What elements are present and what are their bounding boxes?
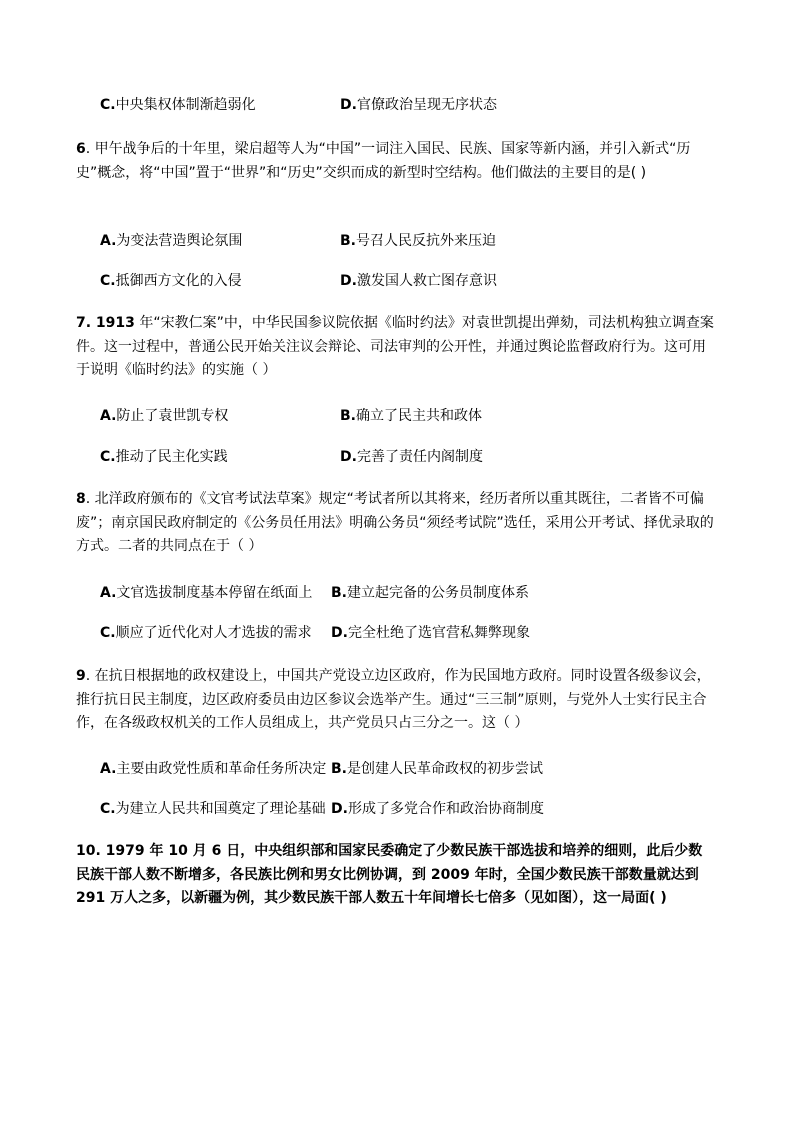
q6-option-d[interactable] [340, 271, 497, 291]
option-text: 完善了责任内阁制度 [356, 449, 483, 465]
option-letter: B. [340, 408, 356, 424]
question-7 [76, 312, 716, 383]
question-number: 8 [76, 491, 86, 507]
option-text: 顺应了近代化对人才选拔的需求 [115, 625, 312, 641]
question-10 [76, 840, 716, 911]
option-letter: A. [100, 408, 117, 424]
option-letter: D. [340, 97, 357, 113]
question-stem: . 在抗日根据地的政权建设上，中国共产党设立边区政府，作为民国地方政府。同时设置各级参议会，推行抗日民主制度，边区政府委员由边区参议会选举产生。通过“三三制”原则，与党外人士实行民主合作，在各级政权机关的工作人员组成上，共产党员只占三分之一。这（ ） [76, 668, 711, 731]
option-letter: B. [331, 761, 347, 777]
option-letter: D. [340, 449, 357, 465]
option-letter: C. [100, 273, 116, 289]
q8-option-c[interactable] [100, 623, 312, 643]
question-number: 7. 1913 [76, 315, 135, 331]
q9-option-a[interactable] [100, 759, 326, 779]
option-text: 防止了袁世凯专权 [116, 408, 229, 424]
q7-option-c[interactable] [100, 447, 228, 467]
option-text: 为变法营造舆论氛围 [116, 233, 243, 249]
option-text: 中央集权体制渐趋弱化 [115, 97, 256, 113]
option-letter: C. [100, 625, 116, 641]
q8-option-d[interactable] [331, 623, 530, 643]
question-stem: . 甲午战争后的十年里，梁启超等人为“中国”一词注入国民、民族、国家等新内涵，并引入新式“历史”概念，将“中国”置于“世界”和“历史”交织而成的新型时空结构。他们做法的主要目的是( ) [76, 141, 691, 181]
option-letter: A. [100, 233, 117, 249]
option-letter: D. [331, 625, 348, 641]
option-letter: C. [100, 97, 116, 113]
option-letter: A. [100, 585, 117, 601]
option-text: 抵御西方文化的入侵 [115, 273, 242, 289]
q8-option-a[interactable] [100, 583, 312, 603]
option-text: 确立了民主共和政体 [356, 408, 482, 424]
question-stem: 10. 1979 年 10 月 6 日，中央组织部和国家民委确定了少数民族干部选拔和培养的细则，此后少数民族干部人数不断增多，各民族比例和男女比例协调，到 2009 年时，全国少数民族干部数量就达到 291 万人之多，以新疆为例，其少数民族干部人数五十年间增长七倍多（见如图），这一局面( ) [76, 843, 703, 906]
option-letter: A. [100, 761, 117, 777]
option-text: 是创建人民革命政权的初步尝试 [347, 761, 543, 777]
q5-option-d[interactable] [340, 95, 497, 115]
question-stem: . 北洋政府颁布的《文官考试法草案》规定“考试者所以其将来，经历者所以重其既往，二者皆不可偏废”；南京国民政府制定的《公务员任用法》明确公务员“须经考试院”选任，采用公开考试、择优录取的方式。二者的共同点在于（ ） [76, 491, 714, 554]
question-stem: 年“宋教仁案”中，中华民国参议院依据《临时约法》对袁世凯提出弹劾，司法机构独立调查案件。这一过程中，普通公民开始关注议会辩论、司法审判的公开性，并通过舆论监督政府行为。这可用于说明《临时约法》的实施（ ） [76, 315, 714, 378]
q7-option-b[interactable] [340, 406, 482, 426]
question-number: 9 [76, 668, 86, 684]
option-letter: D. [331, 801, 348, 817]
option-text: 为建立人民共和国奠定了理论基础 [115, 801, 326, 817]
option-letter: D. [340, 273, 357, 289]
question-9 [76, 665, 716, 736]
option-text: 主要由政党性质和革命任务所决定 [116, 761, 327, 777]
option-text: 完全杜绝了选官营私舞弊现象 [347, 625, 530, 641]
q8-option-b[interactable] [331, 583, 529, 603]
option-text: 文官选拔制度基本停留在纸面上 [116, 585, 313, 601]
option-letter: B. [331, 585, 347, 601]
option-text: 建立起完备的公务员制度体系 [347, 585, 529, 601]
option-letter: B. [340, 233, 356, 249]
option-letter: C. [100, 449, 116, 465]
q9-option-c[interactable] [100, 799, 326, 819]
q6-option-b[interactable] [340, 231, 496, 251]
option-text: 官僚政治呈现无序状态 [356, 97, 497, 113]
question-number: 6 [76, 141, 86, 157]
q7-option-a[interactable] [100, 406, 228, 426]
q9-option-b[interactable] [331, 759, 543, 779]
question-6 [76, 138, 716, 185]
option-text: 形成了多党合作和政治协商制度 [347, 801, 544, 817]
q5-option-c[interactable] [100, 95, 256, 115]
option-letter: C. [100, 801, 116, 817]
question-8 [76, 488, 716, 559]
q6-option-c[interactable] [100, 271, 242, 291]
option-text: 推动了民主化实践 [115, 449, 228, 465]
q9-option-d[interactable] [331, 799, 544, 819]
q6-option-a[interactable] [100, 231, 242, 251]
option-text: 激发国人救亡图存意识 [356, 273, 497, 289]
q7-option-d[interactable] [340, 447, 483, 467]
option-text: 号召人民反抗外来压迫 [356, 233, 496, 249]
